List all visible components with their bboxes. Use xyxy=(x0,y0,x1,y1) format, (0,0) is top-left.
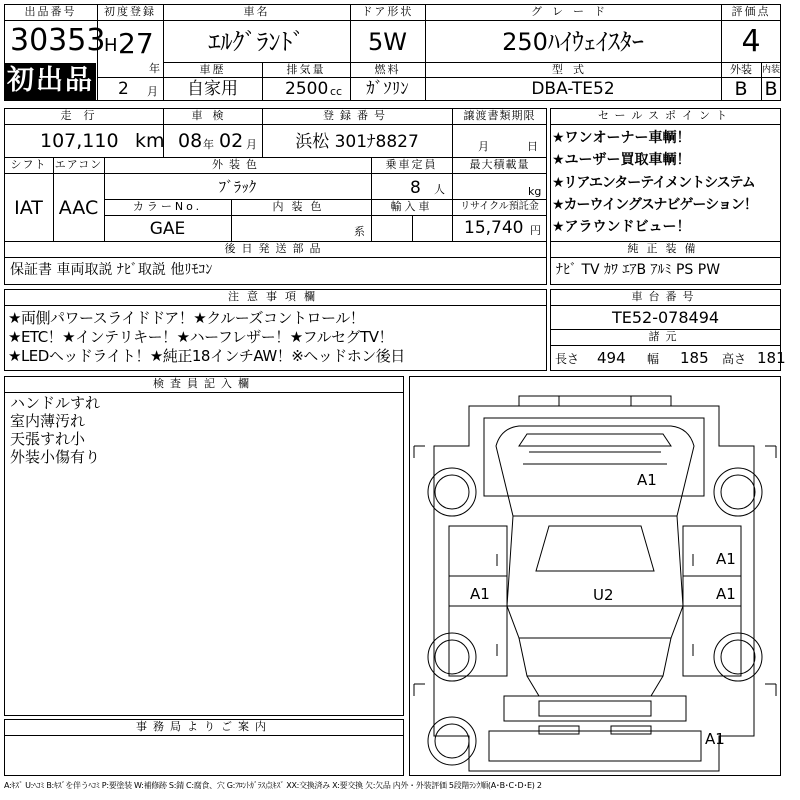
load-unit: kg xyxy=(528,185,542,198)
displacement: 2500 xyxy=(285,79,329,99)
chassis-label: 車台番号 xyxy=(631,290,700,303)
transfer-label: 譲渡書類期限 xyxy=(463,109,536,122)
reg-year: 27 xyxy=(118,27,154,60)
docs-label: 後日発送部品 xyxy=(224,242,327,255)
score: 4 xyxy=(741,24,761,59)
era-letter: H xyxy=(104,35,118,56)
damage-mark: A1 xyxy=(716,585,736,603)
inspector-label: 検査員記入欄 xyxy=(153,377,255,390)
interior-grade-label: 内装 xyxy=(761,65,780,75)
load-label: 最大積載量 xyxy=(469,158,530,171)
shift: IAT xyxy=(14,197,43,219)
exterior-grade: B xyxy=(734,78,748,100)
recycle-label: リサイクル預託金 xyxy=(460,201,539,212)
damage-mark: U2 xyxy=(593,586,614,604)
shift-label: シフト xyxy=(10,158,47,171)
door-label: ドア形状 xyxy=(361,5,414,18)
ext-color: ﾌﾞﾗｯｸ xyxy=(218,178,257,196)
plate-label: 登録番号 xyxy=(323,109,391,122)
width-value: 185 xyxy=(680,349,709,367)
import-label: 輸入車 xyxy=(390,200,433,213)
capacity-label: 乗車定員 xyxy=(385,158,438,171)
recycle-unit: 円 xyxy=(530,224,541,237)
capacity-unit: 人 xyxy=(434,183,445,196)
length-value: 494 xyxy=(597,349,626,367)
chassis-number: TE52-078494 xyxy=(611,308,720,327)
height-label: 高さ xyxy=(722,352,747,366)
inspector-note: 天張すれ小 xyxy=(10,430,86,448)
notes-line: ★ETC！★インテリキー！★ハーフレザー！★フルセグTV！ xyxy=(8,328,393,346)
transfer-month-suffix: 月 xyxy=(478,140,489,153)
legend-text: A:ｷｽﾞ U:ﾍｺﾐ B:ｷｽﾞを伴うﾍｺﾐ P:要塗装 W:補修跡 S:錆 C:腐食、穴 G:ﾌﾛﾝﾄｶﾞﾗｽ点ｷｽﾞ XX:交換済み X:要交換 欠:欠品 内外・外装評価 5段階ﾗﾝｸ順(A･B･C･D･E) 2 xyxy=(4,781,542,790)
model-label: 型式 xyxy=(552,63,594,76)
docs-content: 保証書 車両取説 ﾅﾋﾞ取説 他ﾘﾓｺﾝ xyxy=(10,262,213,278)
ac: AAC xyxy=(58,197,99,219)
car-name-label: 車名 xyxy=(243,5,270,18)
recycle-amount: 15,740 xyxy=(464,218,524,238)
width-label: 幅 xyxy=(647,352,660,366)
inspection-label: 車検 xyxy=(191,109,234,122)
damage-mark: A1 xyxy=(470,585,490,603)
sales-point-item: ★ユーザー買取車輌！ xyxy=(552,152,691,168)
inspector-note: ハンドルすれ xyxy=(10,394,101,412)
interior-grade: B xyxy=(764,78,778,100)
lot-label: 出品番号 xyxy=(24,5,77,18)
ext-color-label: 外装色 xyxy=(212,158,263,171)
sales-point-item: ★リアエンターテイメントシステム xyxy=(552,175,755,191)
door-type: 5W xyxy=(368,28,407,56)
cc-unit: cc xyxy=(330,85,343,98)
insp-month-suffix: 月 xyxy=(246,138,257,151)
equipment-content: ﾅﾋﾞ TV ｶﾜ ｴｱB ｱﾙﾐ PS PW xyxy=(556,262,721,278)
capacity: 8 xyxy=(410,178,421,198)
sales-point-item: ★ワンオーナー車輌！ xyxy=(552,130,691,146)
transfer-day-suffix: 日 xyxy=(527,140,538,153)
year-suffix: 年 xyxy=(149,62,160,75)
int-color-suffix: 系 xyxy=(354,225,365,238)
month-suffix: 月 xyxy=(147,85,158,98)
height-value: 181 xyxy=(757,349,786,367)
color-no: GAE xyxy=(149,219,186,239)
notes-line: ★両側パワースライドドア！★クルーズコントロール！ xyxy=(8,309,365,327)
mileage: 107,110 xyxy=(40,130,119,152)
fuel: ｶﾞｿﾘﾝ xyxy=(366,79,409,99)
damage-mark: A1 xyxy=(637,471,657,489)
history-label: 車歴 xyxy=(199,63,226,76)
fuel-label: 燃料 xyxy=(374,63,401,76)
grade: 250ﾊｲｳｪｲｽﾀｰ xyxy=(502,28,644,56)
first-listing-text: 初出品 xyxy=(7,65,94,96)
insp-year: 08 xyxy=(178,130,203,152)
sales-point-item: ★カーウイングスナビゲーション！ xyxy=(552,197,757,213)
equipment-label: 純正装備 xyxy=(627,242,704,255)
ac-label: エアコン xyxy=(54,158,103,171)
grade-label: グレード xyxy=(531,5,615,18)
int-color-label: 内装色 xyxy=(272,200,330,213)
displacement-label: 排気量 xyxy=(286,63,326,76)
reg-month: 2 xyxy=(118,79,129,99)
first-reg-label: 初度登録 xyxy=(104,5,156,18)
sales-point-item: ★アラウンドビュー！ xyxy=(552,219,691,235)
lot-number: 30353 xyxy=(10,23,106,58)
model-code: DBA-TE52 xyxy=(531,79,615,99)
length-label: 長さ xyxy=(555,352,580,366)
score-label: 評価点 xyxy=(731,5,771,18)
history: 自家用 xyxy=(187,79,238,99)
km-unit: km xyxy=(135,130,165,152)
plate-number: 浜松 301ﾅ8827 xyxy=(295,132,419,152)
notes-line: ★LEDヘッドライト！★純正18インチAW！※ヘッドホン後日 xyxy=(8,347,405,365)
insp-month: 02 xyxy=(219,130,244,152)
insp-year-suffix: 年 xyxy=(203,138,214,151)
car-diagram xyxy=(409,376,781,776)
dims-label: 諸元 xyxy=(648,330,683,343)
inspector-note: 外装小傷有り xyxy=(10,448,101,466)
damage-mark: A1 xyxy=(716,550,736,568)
office-label: 事務局よりご案内 xyxy=(136,720,272,733)
damage-mark: A1 xyxy=(705,730,725,748)
inspector-note: 室内薄汚れ xyxy=(10,412,86,430)
sales-points-label: セールスポイント xyxy=(597,109,733,122)
car-name: ｴﾙｸﾞﾗﾝﾄﾞ xyxy=(208,28,305,56)
exterior-grade-label: 外装 xyxy=(730,63,752,76)
notes-label: 注意事項欄 xyxy=(228,290,323,303)
color-no-label: カラーNo. xyxy=(132,200,203,213)
mileage-label: 走行 xyxy=(60,109,107,122)
